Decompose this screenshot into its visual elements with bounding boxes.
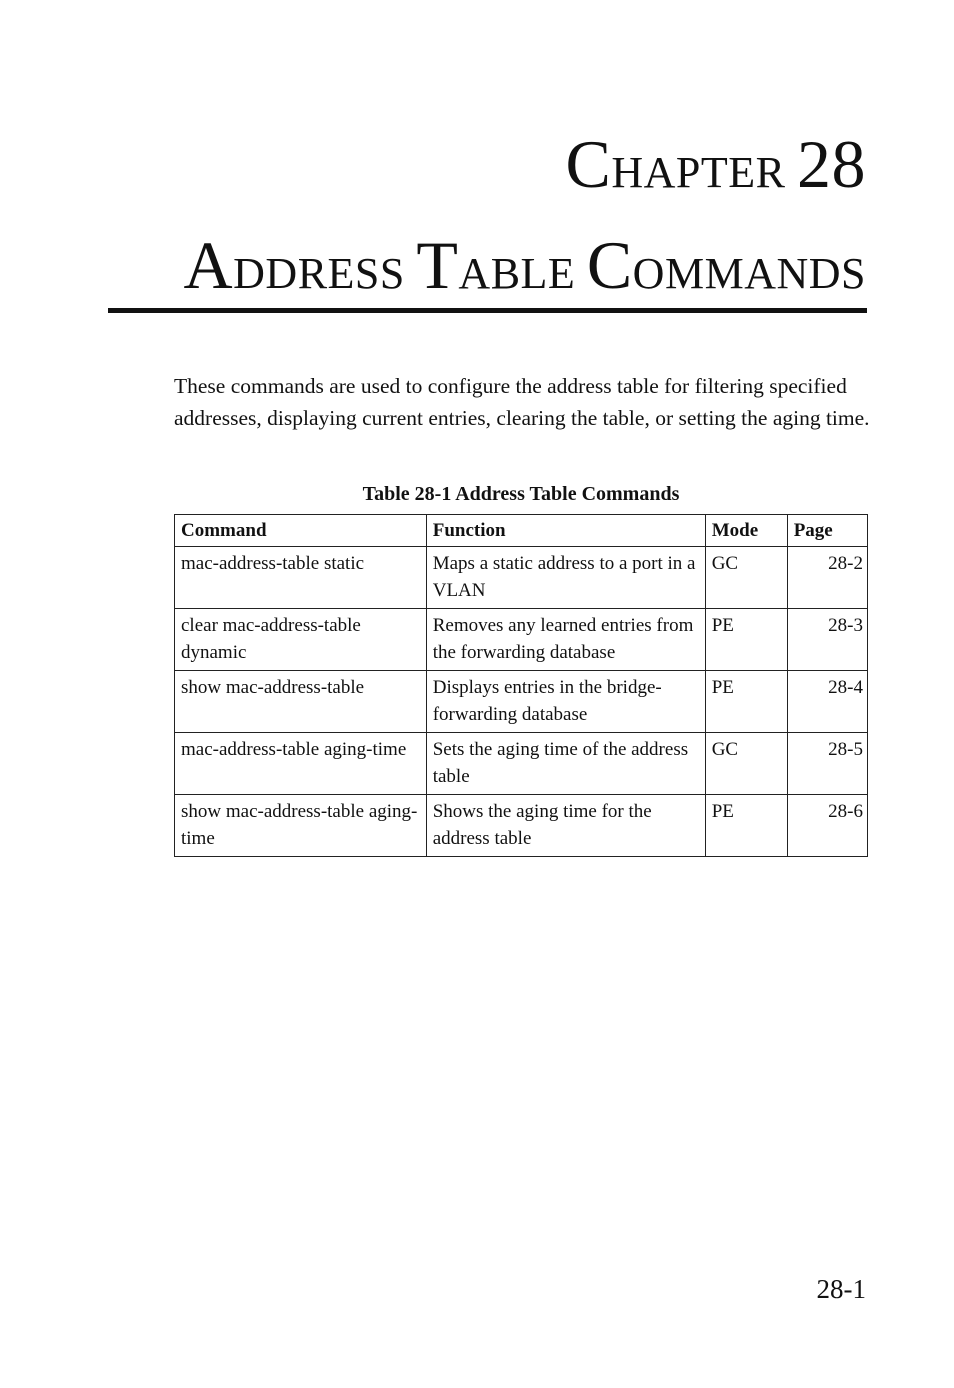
function-cell: Shows the aging time for the address table xyxy=(426,795,705,857)
header-function: Function xyxy=(426,515,705,547)
chapter-number-line xyxy=(106,118,866,219)
heading-small-caps: DDRESS xyxy=(233,249,405,298)
heading-small-caps: OMMANDS xyxy=(632,249,866,298)
mode-cell: GC xyxy=(705,733,787,795)
table-row xyxy=(175,547,868,609)
command-cell: clear mac-address-table dynamic xyxy=(175,609,427,671)
command-cell: mac-address-table static xyxy=(175,547,427,609)
page-number: 28-1 xyxy=(816,1274,866,1304)
page-cell: 28-2 xyxy=(787,547,867,609)
page-cell: 28-5 xyxy=(787,733,867,795)
page-cell: 28-4 xyxy=(787,671,867,733)
address-table-commands-table xyxy=(174,514,868,857)
command-cell: mac-address-table aging-time xyxy=(175,733,427,795)
mode-cell: PE xyxy=(705,795,787,857)
heading-cap: C xyxy=(586,227,633,303)
page-cell: 28-3 xyxy=(787,609,867,671)
heading-rule xyxy=(108,308,867,313)
function-cell: Displays entries in the bridge-forwarding database xyxy=(426,671,705,733)
chapter-title-line xyxy=(106,219,866,320)
table-row xyxy=(175,733,868,795)
header-mode: Mode xyxy=(705,515,787,547)
intro-paragraph: These commands are used to configure the address table for filtering specified addresses, displaying current entries, clearing the table, or setting the aging time. xyxy=(174,374,870,430)
mode-cell: PE xyxy=(705,671,787,733)
chapter-number: 28 xyxy=(797,126,866,202)
table-header-row xyxy=(175,515,868,547)
command-cell: show mac-address-table xyxy=(175,671,427,733)
heading-cap: T xyxy=(416,227,459,303)
header-command: Command xyxy=(175,515,427,547)
mode-cell: PE xyxy=(705,609,787,671)
heading-small-caps: HAPTER xyxy=(611,148,786,197)
table-row xyxy=(175,795,868,857)
page-cell: 28-6 xyxy=(787,795,867,857)
header-page: Page xyxy=(787,515,867,547)
function-cell: Removes any learned entries from the forwarding database xyxy=(426,609,705,671)
heading-cap: A xyxy=(183,227,234,303)
command-cell: show mac-address-table aging-time xyxy=(175,795,427,857)
table-row xyxy=(175,609,868,671)
heading-small-caps: ABLE xyxy=(458,249,576,298)
heading-cap: C xyxy=(565,126,612,202)
function-cell: Maps a static address to a port in a VLAN xyxy=(426,547,705,609)
table-caption: Table 28-1 Address Table Commands xyxy=(362,483,680,505)
mode-cell: GC xyxy=(705,547,787,609)
function-cell: Sets the aging time of the address table xyxy=(426,733,705,795)
chapter-heading xyxy=(106,118,866,320)
table-row xyxy=(175,671,868,733)
